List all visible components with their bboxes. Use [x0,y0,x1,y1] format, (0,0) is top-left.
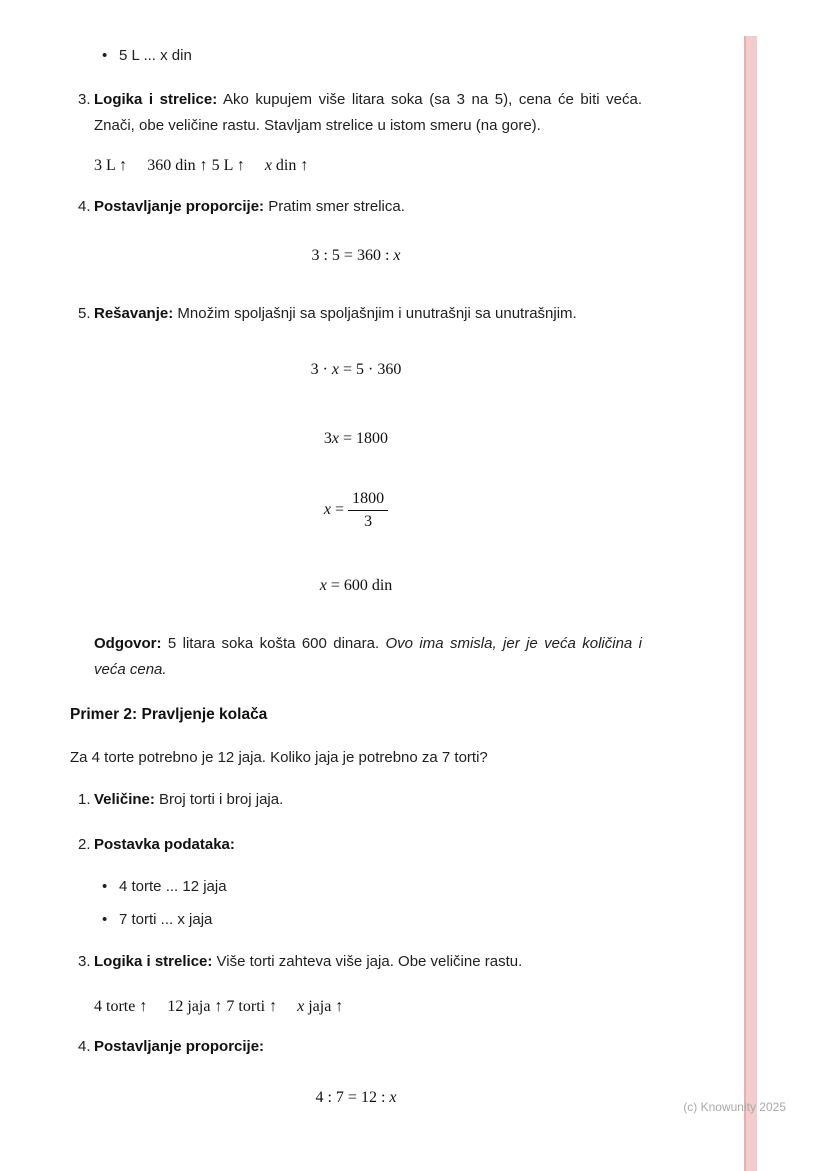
step-4-proportion-cakes [70,1034,642,1060]
step-number: 4. [78,198,91,215]
arrow-notation-line [94,155,642,177]
step-number: 5. [78,305,91,322]
arrow-part: jaja ↑ [308,998,344,1015]
arrow-variable: x [264,157,272,174]
step-label: Veličine: [94,791,155,808]
equation-left: 3 · [310,361,328,378]
step-description: Više torti zahteva više jaja. Obe veličine rastu. [216,953,523,970]
step-text [94,787,642,813]
step-label: Postavka podataka: [94,836,235,853]
equation-proportion [70,246,642,266]
fraction [348,489,388,532]
fraction-denominator: 3 [364,513,373,530]
answer-paragraph [70,631,642,683]
step-label: Logika i strelice: [94,91,218,108]
step-number: 4. [78,1038,91,1055]
step-2-data-setup [70,832,642,858]
step-description: Pratim smer strelica. [268,198,405,215]
step-3-logic-cakes [70,949,642,975]
example-2-intro: Za 4 torte potrebno je 12 jaja. Koliko jaja je potrebno za 7 torti? [70,749,488,766]
equation-coefficient: 3 [323,430,332,447]
step-label: Logika i strelice: [94,953,213,970]
step-number: 2. [78,836,91,853]
step-label: Postavljanje proporcije: [94,198,265,215]
step-text [94,1034,642,1060]
equation-variable: x [319,577,327,594]
step-label: Rešavanje: [94,305,174,322]
equation-variable: x [331,430,340,447]
equation-left: 4 : 7 = 12 : [315,1089,386,1106]
step-3-logic [70,87,642,139]
equation-variable: x [389,1089,397,1106]
arrow-notation-line [94,996,642,1018]
equation-variable: x [331,361,340,378]
step-text [94,194,642,220]
bullet-list-juice [70,44,642,67]
watermark: (c) Knowunity 2025 [683,1100,786,1114]
step-5-solving [70,301,642,327]
step-text [94,949,642,975]
arrow-part: 360 din ↑ 5 L ↑ [147,157,245,174]
step-label: Postavljanje proporcije: [94,1038,265,1055]
step-text [94,301,642,327]
right-accent-stripe [744,36,757,1171]
list-item: • 4 torte ... 12 jaja [70,875,642,898]
equation-multiply [70,360,642,380]
step-number: 3. [78,91,91,108]
step-description: Ako kupujem više litara soka (sa 3 na 5), cena će biti veća. Znači, obe veličine rastu. Stavljam strelice u istom smeru (na gore). [94,91,642,134]
arrow-part: din ↑ [275,157,309,174]
equation-variable: x [393,247,401,264]
step-number: 1. [78,791,91,808]
arrow-part: 4 torte ↑ [94,998,148,1015]
equation-simplified [70,429,642,449]
equation-variable: x [323,501,332,519]
step-description: Množim spoljašnji sa spoljašnjim i unutrašnji sa unutrašnjim. [177,305,577,322]
equation-right: = 1800 [343,430,389,447]
fraction-numerator: 1800 [348,489,388,511]
answer-label: Odgovor: [94,635,162,652]
answer-note: Ovo ima smisla, jer je veća količina i veća cena. [94,635,642,678]
list-item: • 5 L ... x din [70,44,642,67]
equation-left: 3 : 5 = 360 : [311,247,390,264]
step-number: 3. [78,953,91,970]
step-text [94,832,642,858]
arrow-part: 12 jaja ↑ 7 torti ↑ [167,998,278,1015]
bullet-list-cakes [70,875,642,931]
example-2-heading: Primer 2: Pravljenje kolača [70,706,268,723]
arrow-part: 3 L ↑ [94,157,128,174]
arrow-variable: x [297,998,305,1015]
equation-proportion-cakes [70,1088,642,1108]
equation-right: = 5 · 360 [343,361,402,378]
equals-sign: = [335,501,345,519]
step-text [94,87,642,139]
step-description: Broj torti i broj jaja. [159,791,284,808]
equation-fraction [70,489,642,532]
step-4-proportion [70,194,642,220]
answer-text: 5 litara soka košta 600 dinara. [167,635,380,652]
list-item: • 7 torti ... x jaja [70,908,642,931]
step-1-quantities [70,787,642,813]
equation-result [70,576,642,596]
equation-right: = 600 din [330,577,393,594]
